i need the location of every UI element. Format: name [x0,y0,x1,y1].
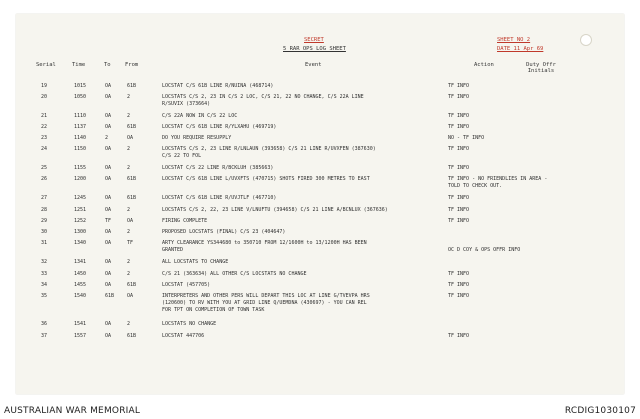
row-serial: 36 [41,321,48,327]
row-serial: 32 [41,259,48,265]
row-time: 1140 [74,135,87,141]
row-from: TF [127,240,134,246]
row-to: 2 [105,135,109,141]
row-event-line: C/S 22 TO FOL [162,153,202,159]
row-to: OA [105,207,112,213]
row-time: 1252 [74,218,87,224]
row-to: OA [105,240,112,246]
row-serial: 22 [41,124,48,130]
row-action-line: TF INFO [448,124,470,130]
row-to: OA [105,271,112,277]
row-event-line: GRANTED [162,247,184,253]
row-time: 1137 [74,124,87,130]
row-to: OA [105,259,112,265]
row-event-line: (120600) TO RV WITH YOU AT GRID LINE Q/UEMDNA (430697) - YOU CAN REL [162,300,367,306]
footer-record-id: RCDIG1030107 [564,406,636,416]
row-serial: 28 [41,207,48,213]
row-event-line: ALL LOCSTATS TO CHANGE [162,259,229,265]
row-to: OA [105,229,112,235]
footer-archive-name: AUSTRALIAN WAR MEMORIAL [4,406,141,416]
row-serial: 19 [41,83,48,89]
sheet-number: SHEET NO 2 [497,37,531,43]
row-event-line: LOCSTATS C/S 2, 23 IN C/S 2 LOC, C/S 21, 22 NO CHANGE, C/S 22A LINE [162,94,364,100]
punch-hole [580,34,592,46]
row-from: 2 [127,229,131,235]
row-to: OA [105,165,112,171]
row-action-line: TF INFO [448,293,470,299]
classification-stamp: SECRET [304,37,324,43]
row-event-line: C/S 22A NOW IN C/S 22 LOC [162,113,238,119]
row-event-line: PROPOSED LOCSTATS (FINAL) C/S 23 (404647) [162,229,286,235]
row-from: 61B [127,176,137,182]
row-action-line: TF INFO - NO FRIENDLIES IN AREA - [448,176,548,182]
row-event-line: FOR TPT ON COMPLETION OF TOWN TASK [162,307,265,313]
row-action-line: TF INFO [448,271,470,277]
col-serial: Serial [36,62,56,68]
sheet-date: DATE 11 Apr 69 [497,46,544,52]
row-event-line: FIRING COMPLETE [162,218,208,224]
row-time: 1541 [74,321,87,327]
row-to: OA [105,113,112,119]
row-to: OA [105,83,112,89]
row-from: 2 [127,207,131,213]
row-action-line: TF INFO [448,165,470,171]
row-serial: 35 [41,293,48,299]
row-event-line: LOCSTATS C/S 2, 22, 23 LINE V/LNUFTU (394658) C/S 21 LINE A/BCNLUX (367636) [162,207,388,213]
row-time: 1455 [74,282,87,288]
row-serial: 24 [41,146,48,152]
row-time: 1110 [74,113,87,119]
row-time: 1341 [74,259,87,265]
row-serial: 30 [41,229,48,235]
row-time: 1300 [74,229,87,235]
row-to: 61B [105,293,115,299]
row-serial: 20 [41,94,48,100]
row-action-line: TF INFO [448,83,470,89]
row-time: 1155 [74,165,87,171]
row-event-line: INTERPRETERS AND OTHER PERS WILL DEPART THIS LOC AT LINE G/TVEVPA HRS [162,293,370,299]
row-action-line: TF INFO [448,113,470,119]
row-event-line: LOCSTATS C/S 2, 23 LINE R/LNLAUN (393658) C/S 21 LINE R/UVXFEN (387630) [162,146,376,152]
row-from: 61B [127,282,137,288]
row-to: OA [105,282,112,288]
row-serial: 34 [41,282,48,288]
row-event-line: R/SUVIX (373664) [162,101,211,107]
col-from: From [125,62,139,68]
row-from: 61B [127,195,137,201]
col-action: Action [474,62,494,68]
row-to: OA [105,176,112,182]
row-time: 1200 [74,176,87,182]
row-event-line: ARTY CLEARANCE YS344680 to 350710 FROM 12/1600H to 13/1200H HAS BEEN [162,240,367,246]
row-event-line: DO YOU REQUIRE RESUPPLY [162,135,232,141]
row-time: 1540 [74,293,87,299]
row-event-line: LOCSTAT C/S 61B LINE R/YLXAHU (469719) [162,124,277,130]
row-serial: 31 [41,240,48,246]
row-serial: 27 [41,195,48,201]
row-to: OA [105,321,112,327]
row-from: 2 [127,271,131,277]
row-event-line: C/S 21 (363634) ALL OTHER C/S LOCSTATS NO CHANGE [162,271,307,277]
row-from: 61B [127,333,137,339]
row-serial: 25 [41,165,48,171]
col-duty-offr: Duty Offr Initials [526,62,556,74]
row-to: OA [105,94,112,100]
row-from: 61B [127,83,137,89]
row-event-line: LOCSTATS NO CHANGE [162,321,217,327]
row-event-line: LOCSTAT C/S 61B LINE L/UVXFTS (470715) SHOTS FIRED 300 METRES TO EAST [162,176,370,182]
row-time: 1251 [74,207,87,213]
col-to: To [104,62,111,68]
row-serial: 37 [41,333,48,339]
row-from: OA [127,293,134,299]
row-to: OA [105,146,112,152]
col-time: Time [72,62,86,68]
row-action-line: TF INFO [448,218,470,224]
row-to: TF [105,218,112,224]
row-action-line: TF INFO [448,207,470,213]
row-from: 61B [127,124,137,130]
col-event: Event [305,62,322,68]
row-event-line: LOCSTAT C/S 22 LINE R/BCKLUH (385663) [162,165,274,171]
row-time: 1340 [74,240,87,246]
row-event-line: LOCSTAT C/S 61B LINE R/NUINA (468714) [162,83,274,89]
row-from: 2 [127,94,131,100]
row-time: 1050 [74,94,87,100]
row-time: 1015 [74,83,87,89]
sheet-title: 5 RAR OPS LOG SHEET [283,46,346,52]
row-action-line: TF INFO [448,146,470,152]
row-to: OA [105,195,112,201]
row-action-line: TOLD TO CHECK OUT. [448,183,503,189]
row-from: 2 [127,321,131,327]
row-time: 1450 [74,271,87,277]
row-action-line: OC D COY & OPS OFFR INFO [448,247,521,253]
row-from: OA [127,218,134,224]
row-from: 2 [127,146,131,152]
row-action-line: TF INFO [448,282,470,288]
row-action-line: TF INFO [448,94,470,100]
row-to: OA [105,333,112,339]
row-event-line: LOCSTAT 447706 [162,333,205,339]
row-serial: 29 [41,218,48,224]
row-time: 1245 [74,195,87,201]
row-action-line: NO - TF INFO [448,135,485,141]
row-event-line: LOCSTAT (457705) [162,282,211,288]
row-serial: 33 [41,271,48,277]
row-action-line: TF INFO [448,195,470,201]
row-serial: 23 [41,135,48,141]
row-serial: 21 [41,113,48,119]
row-from: 2 [127,259,131,265]
row-event-line: LOCSTAT C/S 61B LINE R/UVJTLF (467710) [162,195,277,201]
row-from: OA [127,135,134,141]
row-from: 2 [127,165,131,171]
row-from: 2 [127,113,131,119]
row-time: 1557 [74,333,87,339]
row-action-line: TF INFO [448,333,470,339]
row-serial: 26 [41,176,48,182]
row-to: OA [105,124,112,130]
row-time: 1150 [74,146,87,152]
